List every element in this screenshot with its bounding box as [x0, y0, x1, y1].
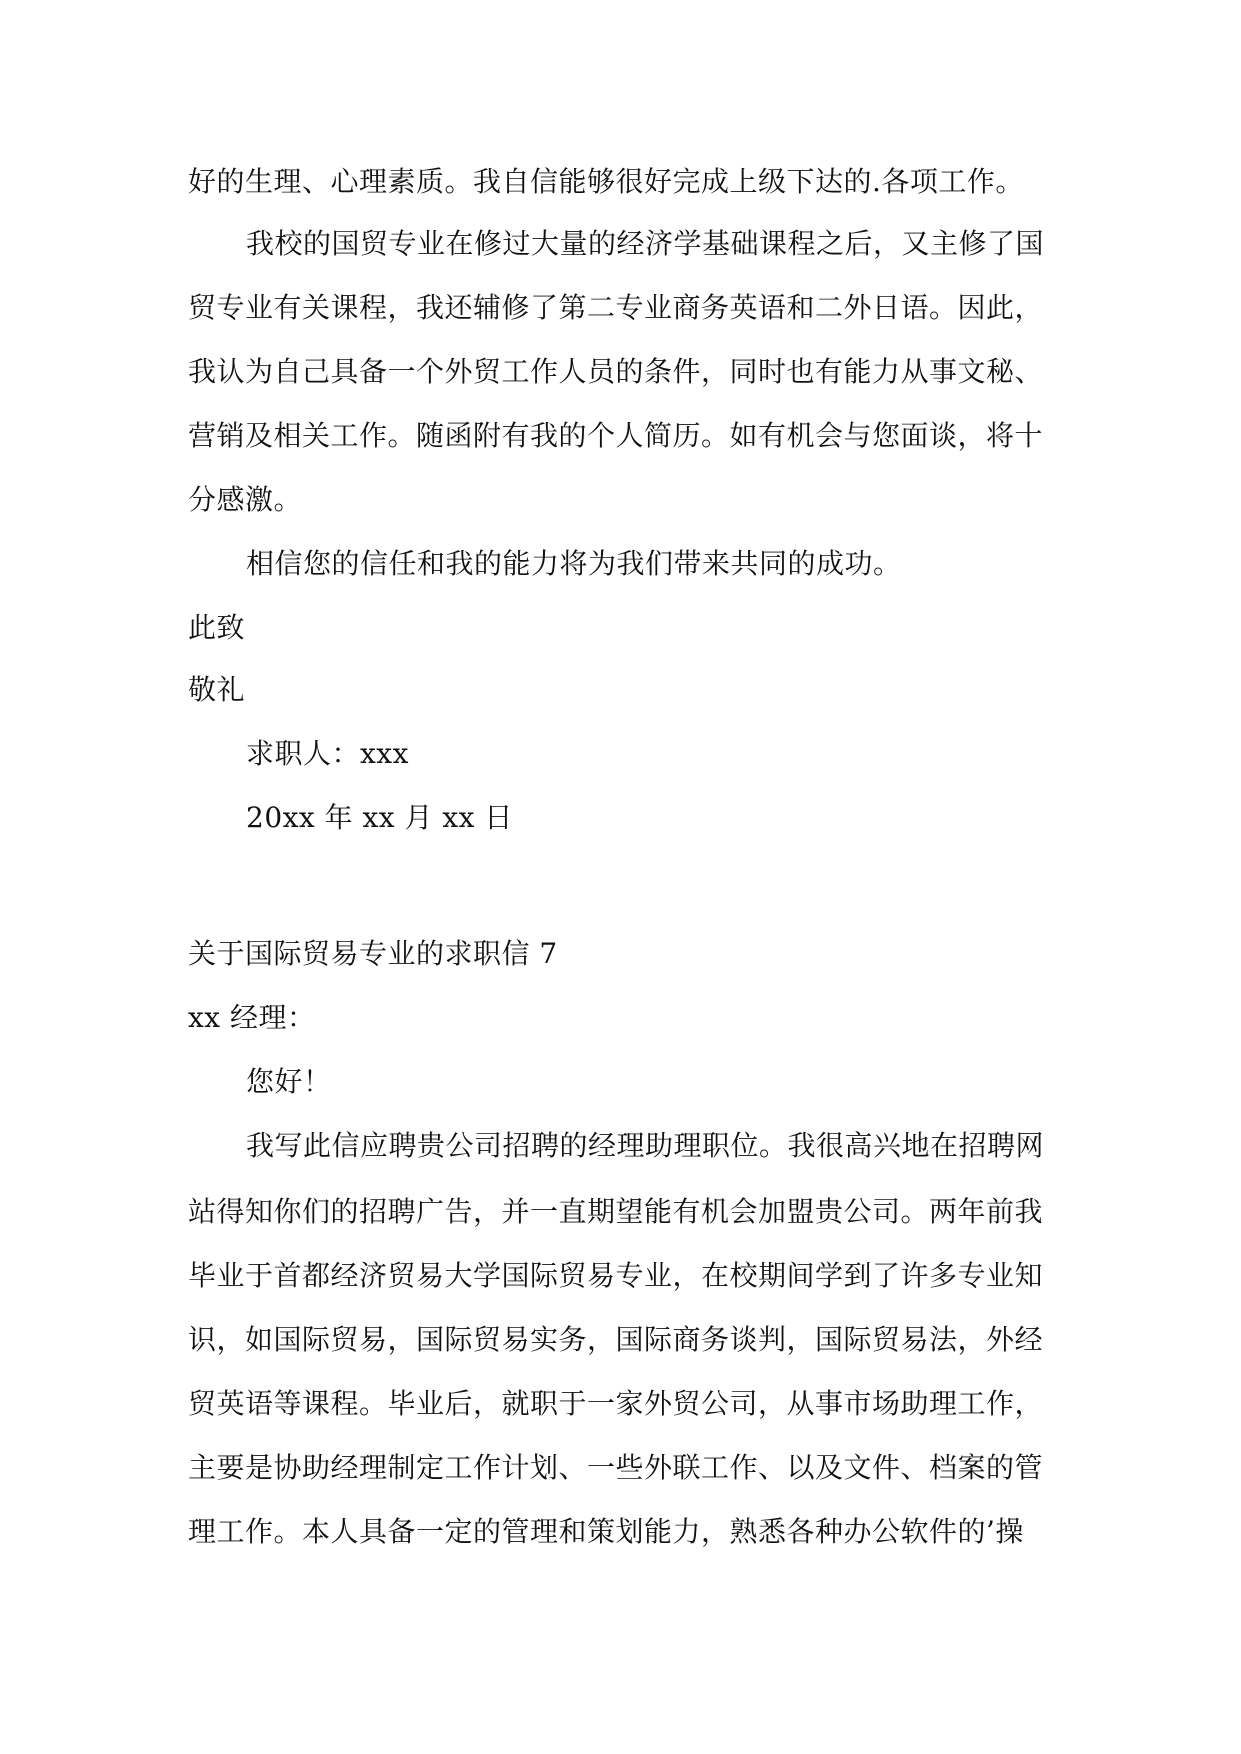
- text-line: 主要是协助经理制定工作计划、一些外联工作、以及文件、档案的管: [188, 1451, 1044, 1484]
- salutation-regards: 敬礼: [188, 673, 246, 706]
- letter-greeting: 您好！: [246, 1065, 332, 1098]
- letter-recipient: xx 经理：: [188, 1001, 316, 1034]
- text-line: 好的生理、心理素质。我自信能够很好完成上级下达的.各项工作。: [188, 165, 1024, 198]
- text-line: 营销及相关工作。随函附有我的个人简历。如有机会与您面谈，将十: [188, 419, 1044, 452]
- text-line: 我认为自己具备一个外贸工作人员的条件，同时也有能力从事文秘、: [188, 355, 1044, 388]
- signature-date: 20xx 年 xx 月 xx 日: [246, 801, 513, 834]
- text-line: 理工作。本人具备一定的管理和策划能力，熟悉各种办公软件的’操: [188, 1515, 1024, 1548]
- salutation-closing: 此致: [188, 611, 246, 644]
- text-line: 相信您的信任和我的能力将为我们带来共同的成功。: [246, 547, 902, 580]
- signature-applicant: 求职人：xxx: [246, 737, 409, 770]
- text-line: 识，如国际贸易，国际贸易实务，国际商务谈判，国际贸易法，外经: [188, 1323, 1044, 1356]
- text-line: 分感激。: [188, 483, 303, 516]
- text-line: 毕业于首都经济贸易大学国际贸易专业，在校期间学到了许多专业知: [188, 1259, 1044, 1292]
- text-line: 贸专业有关课程，我还辅修了第二专业商务英语和二外日语。因此，: [188, 291, 1044, 324]
- letter-title: 关于国际贸易专业的求职信 7: [188, 937, 558, 970]
- text-line: 我写此信应聘贵公司招聘的经理助理职位。我很高兴地在招聘网: [246, 1129, 1045, 1162]
- text-line: 我校的国贸专业在修过大量的经济学基础课程之后，又主修了国: [246, 227, 1045, 260]
- text-line: 贸英语等课程。毕业后，就职于一家外贸公司，从事市场助理工作，: [188, 1387, 1044, 1420]
- text-line: 站得知你们的招聘广告，并一直期望能有机会加盟贵公司。两年前我: [188, 1195, 1044, 1228]
